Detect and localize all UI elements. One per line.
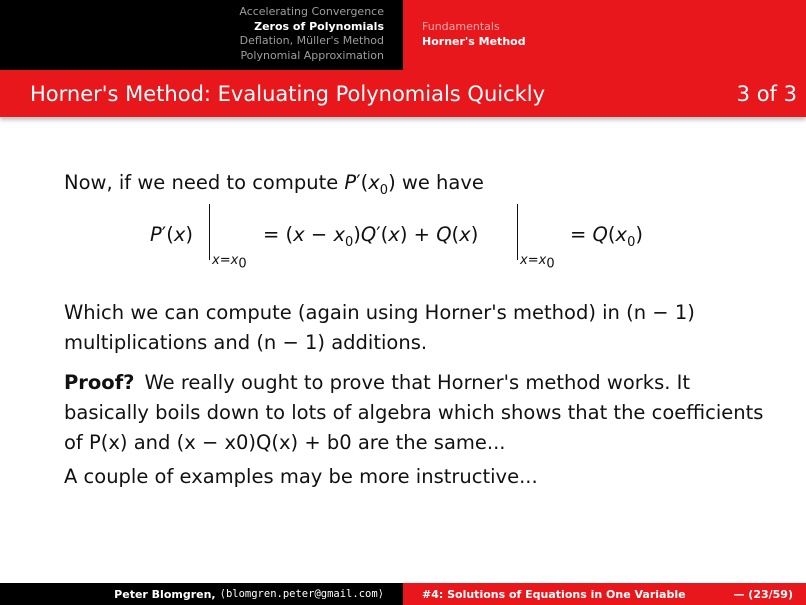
frame-title: Horner's Method: Evaluating Polynomials Quickly xyxy=(30,81,546,106)
eval-subscript-2: $x=x_0$ xyxy=(520,253,555,272)
intro-tail: we have xyxy=(395,171,484,194)
frame-counter: 3 of 3 xyxy=(736,81,797,106)
subsection-link-horners-method[interactable]: Horner's Method xyxy=(422,34,526,48)
horner-cost-paragraph: Which we can compute (again using Horner's method) in (n − 1) multiplications and (n − 1) additions. xyxy=(64,301,695,354)
eq-lhs: P′(x) xyxy=(150,223,193,246)
eval-subscript-1: $x=x_0$ xyxy=(212,253,247,272)
top-navigation xyxy=(0,0,806,70)
proof-text: We really ought to prove that Horner's method works. It basically boils down to lots of algebra which shows that the coefficients of P(x) and (x − x0)Q(x) + b0 are the same... xyxy=(64,371,764,454)
section-link-polynomial-approximation[interactable]: Polynomial Approximation xyxy=(240,48,384,62)
footer-author-block xyxy=(0,583,403,605)
subsection-nav xyxy=(403,0,806,70)
eq-rhs: = $Q(x_0)$ xyxy=(570,223,643,250)
section-link-accelerating-convergence[interactable]: Accelerating Convergence xyxy=(239,5,384,18)
subsection-link-fundamentals[interactable]: Fundamentals xyxy=(422,20,500,33)
footer-email[interactable]: ⟨blomgren.peter@gmail.com⟩ xyxy=(219,588,384,600)
footer-talk-block xyxy=(403,583,806,605)
evaluation-bar-2 xyxy=(517,204,518,260)
proof-paragraph xyxy=(64,368,764,458)
examples-line: A couple of examples may be more instructive... xyxy=(64,465,538,488)
footer-page-number: — (23/59) xyxy=(733,587,793,601)
eq-middle: = $(x - x_0)Q'(x) + Q(x)$ xyxy=(263,223,479,250)
section-link-zeros-of-polynomials[interactable]: Zeros of Polynomials xyxy=(254,19,384,33)
frame-title-bar xyxy=(0,70,806,117)
math-p-prime-x0: $P'(x_0)$ xyxy=(344,171,396,198)
intro-line xyxy=(64,168,764,198)
footer-author: Peter Blomgren, xyxy=(114,587,216,601)
intro-text: Now, if we need to compute xyxy=(64,171,345,194)
slide-content xyxy=(64,168,764,492)
derivative-equation xyxy=(64,204,764,296)
footer xyxy=(0,583,806,605)
proof-label: Proof? xyxy=(64,371,135,394)
evaluation-bar-1 xyxy=(209,204,210,260)
section-link-deflation-muller[interactable]: Deflation, Müller's Method xyxy=(239,34,384,47)
footer-talk-title: #4: Solutions of Equations in One Variable xyxy=(422,587,686,601)
section-nav xyxy=(0,0,403,70)
